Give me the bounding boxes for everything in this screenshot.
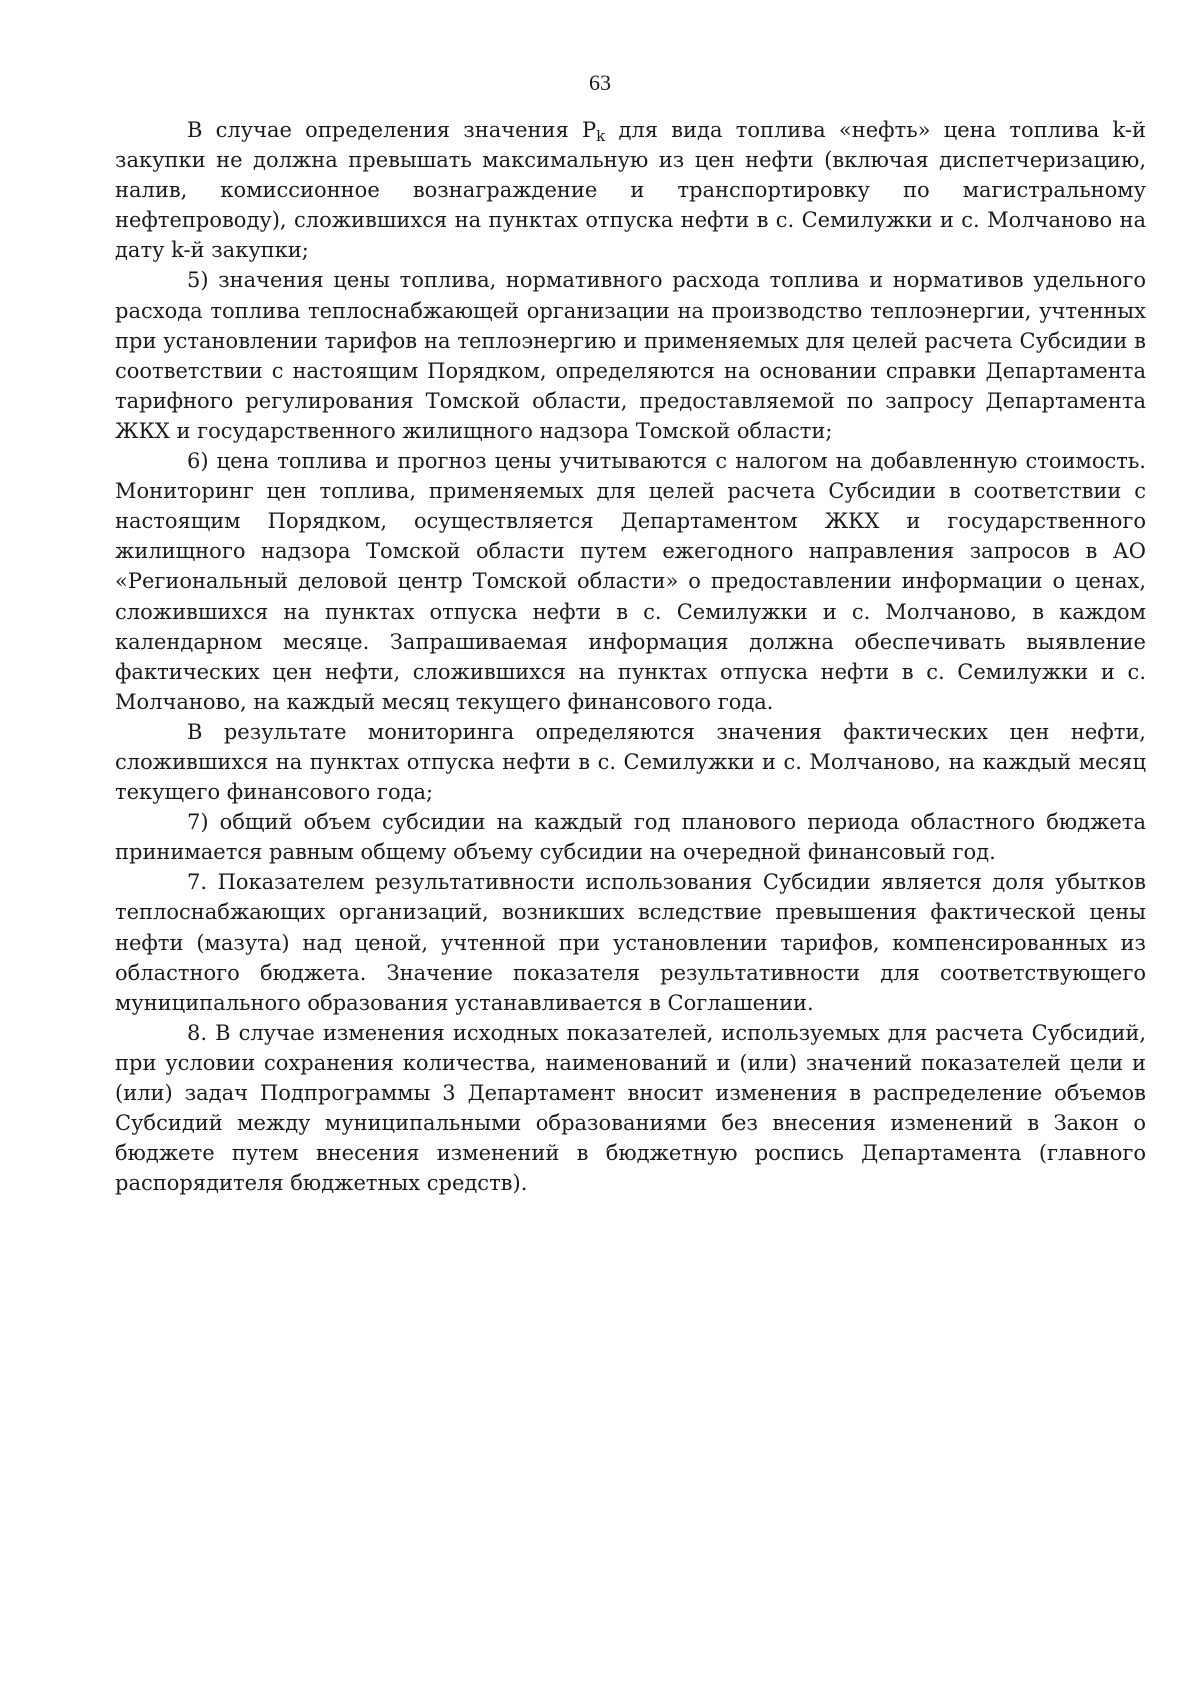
paragraph-section-7: 7. Показателем результативности использования Субсидии является доля убытков теплоснабжающих организаций, возникших вследствие превышения фактической цены нефти (мазута) над ценой, учтенной при установлении тарифов, компенсированных из областного бюджета. Значение показателя результативности для соответствующего муниципального образования устанавливается в Соглашении. [115, 870, 1146, 1015]
paragraph-section-8: 8. В случае изменения исходных показателей, используемых для расчета Субсидий, при условии сохранения количества, наименований и (или) значений показателей цели и (или) задач Подпрограммы 3 Департамент вносит изменения в распределение объемов Субсидий между муниципальными образованиями без внесения изменений в Закон о бюджете путем внесения изменений в бюджетную роспись Департамента (главного распорядителя бюджетных средств). [115, 1020, 1146, 1196]
paragraph-item-5: 5) значения цены топлива, нормативного расхода топлива и нормативов удельного расхода топлива теплоснабжающей организации на производство теплоэнергии, учтенных при установлении тарифов на теплоэнергию и применяемых для целей расчета Субсидии в соответствии с настоящим Порядком, определяются на основании справки Департамента тарифного регулирования Томской области, предоставляемой по запросу Департамента ЖКХ и государственного жилищного надзора Томской области; [115, 268, 1146, 443]
subscript-k: k [596, 127, 606, 145]
page-number: 63 [589, 70, 611, 95]
paragraph-monitoring-result: В результате мониторинга определяются значения фактических цен нефти, сложившихся на пунктах отпуска нефти в с. Семилужки и с. Молчаново, на каждый месяц текущего финансового года; [115, 719, 1146, 805]
paragraph-item-7: 7) общий объем субсидии на каждый год планового периода областного бюджета принимается равным общему объему субсидии на очередной финансовый год. [115, 810, 1146, 865]
paragraph-text-start: В случае определения значения P [187, 118, 597, 142]
paragraph-text-end: для вида топлива «нефть» цена топлива k-й закупки не должна превышать максимальную из цен нефти (включая диспетчеризацию, налив, комиссионное вознаграждение и транспортировку по магистральному нефтепроводу), сложившихся на пунктах отпуска нефти в с. Семилужки и с. Молчаново на дату k-й закупки; [115, 118, 1146, 263]
paragraph-item-6: 6) цена топлива и прогноз цены учитываются с налогом на добавленную стоимость. Мониторинг цен топлива, применяемых для целей расчета Субсидии в соответствии с настоящим Порядком, осуществляется Департаментом ЖКХ и государственного жилищного надзора Томской области путем ежегодного направления запросов в АО «Региональный деловой центр Томской области» о предоставлении информации о ценах, сложившихся на пунктах отпуска нефти в с. Семилужки и с. Молчаново, в каждом календарном месяце. Запрашиваемая информация должна обеспечивать выявление фактических цен нефти, сложившихся на пунктах отпуска нефти в с. Семилужки и с. Молчаново, на каждый месяц текущего финансового года. [115, 449, 1146, 714]
document-body [115, 115, 1146, 1198]
paragraph-fuel-price-limit [115, 115, 1146, 265]
